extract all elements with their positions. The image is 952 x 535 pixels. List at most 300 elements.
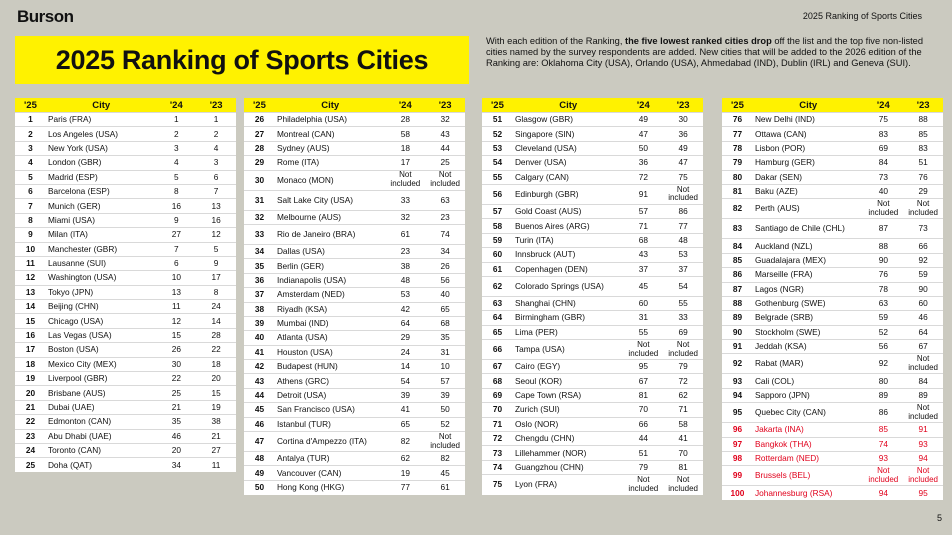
intro-part1: With each edition of the Ranking, xyxy=(486,36,626,46)
rank-cell: 17 xyxy=(15,343,46,357)
table-row xyxy=(244,360,465,374)
city-cell: Brisbane (AUS) xyxy=(46,386,157,400)
rank-cell: 68 xyxy=(482,374,513,388)
rank-2023-cell: 82 xyxy=(425,452,465,466)
city-cell: Riyadh (KSA) xyxy=(275,302,386,316)
rank-2023-cell: 88 xyxy=(903,113,943,127)
rank-2024-cell: 69 xyxy=(863,141,903,155)
city-cell: Chengdu (CHN) xyxy=(513,432,624,446)
rank-2023-cell: Not included xyxy=(425,432,465,452)
rank-2023-cell: 16 xyxy=(196,213,236,227)
rank-cell: 29 xyxy=(244,156,275,170)
rank-2023-cell: 45 xyxy=(425,466,465,480)
rank-2023-cell: 47 xyxy=(663,156,703,170)
rank-2023-cell: 41 xyxy=(663,432,703,446)
rank-2023-cell: 22 xyxy=(196,343,236,357)
city-cell: Jakarta (INA) xyxy=(753,423,864,437)
city-cell: Cleveland (USA) xyxy=(513,141,624,155)
rank-cell: 39 xyxy=(244,316,275,330)
rank-2024-cell: 76 xyxy=(863,268,903,282)
rank-2024-cell: 83 xyxy=(863,127,903,141)
y23-header: '23 xyxy=(425,98,465,113)
city-cell: Salt Lake City (USA) xyxy=(275,190,386,210)
y23-header: '23 xyxy=(663,98,703,113)
rank-2024-cell: 67 xyxy=(623,374,663,388)
city-cell: Beijing (CHN) xyxy=(46,300,157,314)
city-header: City xyxy=(46,98,157,113)
table-row xyxy=(15,300,236,314)
rank-header: '25 xyxy=(244,98,275,113)
rank-cell: 86 xyxy=(722,268,753,282)
city-cell: Montreal (CAN) xyxy=(275,127,386,141)
city-cell: Stockholm (SWE) xyxy=(753,325,864,339)
rank-2024-cell: 53 xyxy=(385,288,425,302)
rank-2024-cell: 14 xyxy=(385,360,425,374)
city-cell: Belgrade (SRB) xyxy=(753,311,864,325)
rank-2023-cell: 77 xyxy=(663,219,703,233)
rank-cell: 52 xyxy=(482,127,513,141)
city-cell: Mumbai (IND) xyxy=(275,316,386,330)
rank-2024-cell: 33 xyxy=(385,190,425,210)
rank-2023-cell: 26 xyxy=(425,259,465,273)
rank-2023-cell: 73 xyxy=(903,219,943,239)
rank-2024-cell: 24 xyxy=(385,345,425,359)
city-cell: Toronto (CAN) xyxy=(46,443,157,457)
rank-cell: 71 xyxy=(482,417,513,431)
y24-header: '24 xyxy=(623,98,663,113)
ranking-table xyxy=(15,98,236,472)
rank-2024-cell: 19 xyxy=(385,466,425,480)
city-cell: Doha (QAT) xyxy=(46,458,157,472)
table-header-row xyxy=(15,98,236,113)
table-header-row xyxy=(244,98,465,113)
table-row xyxy=(722,268,943,282)
rank-2024-cell: 64 xyxy=(385,316,425,330)
rank-2024-cell: 10 xyxy=(156,271,196,285)
table-row xyxy=(244,452,465,466)
rank-2024-cell: 36 xyxy=(623,156,663,170)
rank-2023-cell: 2 xyxy=(196,127,236,141)
rank-cell: 49 xyxy=(244,466,275,480)
rank-cell: 73 xyxy=(482,446,513,460)
city-cell: Dakar (SEN) xyxy=(753,170,864,184)
table-row xyxy=(15,256,236,270)
ranking-table-4 xyxy=(722,98,943,500)
rank-cell: 20 xyxy=(15,386,46,400)
rank-2024-cell: 73 xyxy=(863,170,903,184)
rank-2023-cell: 32 xyxy=(425,113,465,127)
document-title: 2025 Ranking of Sports Cities xyxy=(802,11,922,21)
rank-2024-cell: 1 xyxy=(156,113,196,127)
city-cell: Paris (FRA) xyxy=(46,113,157,127)
table-row xyxy=(15,213,236,227)
rank-cell: 85 xyxy=(722,253,753,267)
city-cell: Sapporo (JPN) xyxy=(753,388,864,402)
rank-2024-cell: 75 xyxy=(863,113,903,127)
rank-cell: 43 xyxy=(244,374,275,388)
table-row xyxy=(15,127,236,141)
table-row xyxy=(722,340,943,354)
table-row xyxy=(722,141,943,155)
city-cell: Jeddah (KSA) xyxy=(753,340,864,354)
rank-2024-cell: 84 xyxy=(863,156,903,170)
table-row xyxy=(482,219,703,233)
city-cell: Lyon (FRA) xyxy=(513,475,624,495)
city-cell: Hamburg (GER) xyxy=(753,156,864,170)
city-cell: Glasgow (GBR) xyxy=(513,113,624,127)
rank-cell: 64 xyxy=(482,311,513,325)
rank-cell: 63 xyxy=(482,296,513,310)
rank-2024-cell: 77 xyxy=(385,480,425,494)
rank-cell: 8 xyxy=(15,213,46,227)
city-cell: Vancouver (CAN) xyxy=(275,466,386,480)
rank-2023-cell: 12 xyxy=(196,228,236,242)
table-row xyxy=(15,372,236,386)
city-cell: Santiago de Chile (CHL) xyxy=(753,219,864,239)
rank-cell: 69 xyxy=(482,388,513,402)
rank-2024-cell: 90 xyxy=(863,253,903,267)
table-row xyxy=(244,417,465,431)
rank-2023-cell: 75 xyxy=(663,170,703,184)
rank-2023-cell: 14 xyxy=(196,314,236,328)
table-row xyxy=(244,388,465,402)
city-cell: Dallas (USA) xyxy=(275,244,386,258)
rank-2023-cell: 92 xyxy=(903,253,943,267)
table-row xyxy=(15,199,236,213)
ranking-table-2 xyxy=(244,98,465,495)
rank-cell: 35 xyxy=(244,259,275,273)
city-cell: Milan (ITA) xyxy=(46,228,157,242)
rank-cell: 84 xyxy=(722,239,753,253)
table-row xyxy=(482,296,703,310)
rank-2023-cell: 64 xyxy=(903,325,943,339)
rank-cell: 74 xyxy=(482,460,513,474)
rank-cell: 38 xyxy=(244,302,275,316)
rank-2023-cell: 27 xyxy=(196,443,236,457)
rank-2024-cell: 81 xyxy=(623,388,663,402)
city-cell: Boston (USA) xyxy=(46,343,157,357)
city-cell: Lillehammer (NOR) xyxy=(513,446,624,460)
rank-2024-cell: 29 xyxy=(385,331,425,345)
table-row xyxy=(722,219,943,239)
rank-2023-cell: 25 xyxy=(425,156,465,170)
city-cell: Barcelona (ESP) xyxy=(46,184,157,198)
rank-2024-cell: 66 xyxy=(623,417,663,431)
rank-2023-cell: 59 xyxy=(903,268,943,282)
rank-2024-cell: 85 xyxy=(863,423,903,437)
table-row xyxy=(482,276,703,296)
table-row xyxy=(244,113,465,127)
rank-2023-cell: 1 xyxy=(196,113,236,127)
rank-2023-cell: 69 xyxy=(663,325,703,339)
rank-2024-cell: 70 xyxy=(623,403,663,417)
rank-cell: 99 xyxy=(722,466,753,486)
city-cell: Rabat (MAR) xyxy=(753,354,864,374)
rank-2023-cell: 55 xyxy=(663,296,703,310)
city-cell: Shanghai (CHN) xyxy=(513,296,624,310)
table-row xyxy=(244,273,465,287)
rank-2024-cell: 93 xyxy=(863,452,903,466)
rank-cell: 18 xyxy=(15,357,46,371)
table-row xyxy=(722,374,943,388)
table-row xyxy=(482,403,703,417)
intro-text xyxy=(486,36,934,70)
rank-cell: 3 xyxy=(15,141,46,155)
city-cell: Amsterdam (NED) xyxy=(275,288,386,302)
city-cell: Melbourne (AUS) xyxy=(275,210,386,224)
rank-2023-cell: 33 xyxy=(663,311,703,325)
rank-2023-cell: 39 xyxy=(425,388,465,402)
rank-2024-cell: 22 xyxy=(156,372,196,386)
city-cell: Cairo (EGY) xyxy=(513,360,624,374)
city-cell: Gothenburg (SWE) xyxy=(753,296,864,310)
ranking-table-3 xyxy=(482,98,703,495)
rank-2023-cell: 4 xyxy=(196,141,236,155)
rank-cell: 45 xyxy=(244,403,275,417)
rank-2024-cell: 18 xyxy=(385,141,425,155)
table-header-row xyxy=(722,98,943,113)
rank-2023-cell: Not included xyxy=(663,340,703,360)
rank-2024-cell: 2 xyxy=(156,127,196,141)
rank-cell: 97 xyxy=(722,437,753,451)
rank-2023-cell: Not included xyxy=(903,354,943,374)
rank-2024-cell: 78 xyxy=(863,282,903,296)
city-cell: Guangzhou (CHN) xyxy=(513,460,624,474)
rank-2023-cell: 83 xyxy=(903,141,943,155)
city-cell: New Delhi (IND) xyxy=(753,113,864,127)
rank-2023-cell: 29 xyxy=(903,184,943,198)
rank-2024-cell: 72 xyxy=(623,170,663,184)
rank-2024-cell: 38 xyxy=(385,259,425,273)
rank-2023-cell: 18 xyxy=(196,357,236,371)
rank-2023-cell: 81 xyxy=(663,460,703,474)
rank-cell: 7 xyxy=(15,199,46,213)
rank-2024-cell: 91 xyxy=(623,184,663,204)
table-row xyxy=(722,239,943,253)
city-cell: Auckland (NZL) xyxy=(753,239,864,253)
rank-header: '25 xyxy=(482,98,513,113)
table-row xyxy=(482,141,703,155)
rank-2024-cell: 3 xyxy=(156,141,196,155)
rank-2023-cell: 61 xyxy=(425,480,465,494)
rank-2023-cell: 30 xyxy=(663,113,703,127)
table-row xyxy=(722,325,943,339)
y23-header: '23 xyxy=(196,98,236,113)
rank-cell: 98 xyxy=(722,452,753,466)
city-cell: Liverpool (GBR) xyxy=(46,372,157,386)
rank-cell: 82 xyxy=(722,199,753,219)
table-row xyxy=(244,170,465,190)
rank-2024-cell: 80 xyxy=(863,374,903,388)
city-cell: Quebec City (CAN) xyxy=(753,403,864,423)
rank-2023-cell: 35 xyxy=(425,331,465,345)
rank-2024-cell: 79 xyxy=(623,460,663,474)
table-row xyxy=(244,141,465,155)
rank-2023-cell: 20 xyxy=(196,372,236,386)
rank-2023-cell: 24 xyxy=(196,300,236,314)
rank-2024-cell: 54 xyxy=(385,374,425,388)
rank-cell: 13 xyxy=(15,285,46,299)
city-cell: Los Angeles (USA) xyxy=(46,127,157,141)
rank-2024-cell: Not included xyxy=(623,475,663,495)
city-cell: Miami (USA) xyxy=(46,213,157,227)
rank-2024-cell: 58 xyxy=(385,127,425,141)
rank-2023-cell: 6 xyxy=(196,170,236,184)
city-cell: Johannesburg (RSA) xyxy=(753,486,864,500)
table-row xyxy=(244,210,465,224)
rank-2024-cell: 88 xyxy=(863,239,903,253)
rank-2024-cell: 82 xyxy=(385,432,425,452)
rank-cell: 19 xyxy=(15,372,46,386)
rank-cell: 12 xyxy=(15,271,46,285)
table-row xyxy=(722,423,943,437)
city-cell: Lisbon (POR) xyxy=(753,141,864,155)
rank-2023-cell: 84 xyxy=(903,374,943,388)
city-cell: Seoul (KOR) xyxy=(513,374,624,388)
rank-cell: 91 xyxy=(722,340,753,354)
rank-2023-cell: 58 xyxy=(663,417,703,431)
rank-2023-cell: 65 xyxy=(425,302,465,316)
rank-2023-cell: Not included xyxy=(663,475,703,495)
rank-cell: 21 xyxy=(15,400,46,414)
table-row xyxy=(15,228,236,242)
table-row xyxy=(15,343,236,357)
rank-2023-cell: 74 xyxy=(425,224,465,244)
rank-2024-cell: 7 xyxy=(156,242,196,256)
rank-2023-cell: 63 xyxy=(425,190,465,210)
rank-2024-cell: 95 xyxy=(623,360,663,374)
rank-2024-cell: 51 xyxy=(623,446,663,460)
table-row xyxy=(482,184,703,204)
table-row xyxy=(244,259,465,273)
rank-2024-cell: Not included xyxy=(863,199,903,219)
rank-2024-cell: 46 xyxy=(156,429,196,443)
table-row xyxy=(15,170,236,184)
table-row xyxy=(722,199,943,219)
city-cell: San Francisco (USA) xyxy=(275,403,386,417)
city-cell: Rotterdam (NED) xyxy=(753,452,864,466)
rank-cell: 87 xyxy=(722,282,753,296)
rank-2023-cell: Not included xyxy=(663,184,703,204)
rank-2023-cell: 79 xyxy=(663,360,703,374)
rank-2023-cell: 51 xyxy=(903,156,943,170)
table-row xyxy=(722,113,943,127)
table-row xyxy=(722,354,943,374)
table-row xyxy=(15,429,236,443)
rank-cell: 51 xyxy=(482,113,513,127)
table-row xyxy=(15,113,236,127)
rank-2023-cell: 70 xyxy=(663,446,703,460)
rank-cell: 15 xyxy=(15,314,46,328)
rank-cell: 33 xyxy=(244,224,275,244)
rank-2024-cell: 74 xyxy=(863,437,903,451)
rank-cell: 57 xyxy=(482,204,513,218)
rank-cell: 93 xyxy=(722,374,753,388)
city-cell: Ottawa (CAN) xyxy=(753,127,864,141)
city-cell: Munich (GER) xyxy=(46,199,157,213)
table-row xyxy=(244,374,465,388)
table-row xyxy=(482,417,703,431)
table-row xyxy=(722,452,943,466)
city-cell: Atlanta (USA) xyxy=(275,331,386,345)
rank-2024-cell: 26 xyxy=(156,343,196,357)
rank-cell: 50 xyxy=(244,480,275,494)
rank-2023-cell: 37 xyxy=(663,262,703,276)
rank-2024-cell: 8 xyxy=(156,184,196,198)
rank-2023-cell: Not included xyxy=(425,170,465,190)
city-cell: Perth (AUS) xyxy=(753,199,864,219)
ranking-table xyxy=(722,98,943,500)
table-row xyxy=(482,374,703,388)
rank-2024-cell: 50 xyxy=(623,141,663,155)
rank-2024-cell: 35 xyxy=(156,415,196,429)
rank-2024-cell: 28 xyxy=(385,113,425,127)
rank-2023-cell: 91 xyxy=(903,423,943,437)
rank-2024-cell: 37 xyxy=(623,262,663,276)
table-row xyxy=(482,446,703,460)
table-row xyxy=(482,233,703,247)
rank-2023-cell: 8 xyxy=(196,285,236,299)
rank-cell: 32 xyxy=(244,210,275,224)
rank-2023-cell: 7 xyxy=(196,184,236,198)
rank-2023-cell: 15 xyxy=(196,386,236,400)
city-cell: Bangkok (THA) xyxy=(753,437,864,451)
city-cell: Cortina d'Ampezzo (ITA) xyxy=(275,432,386,452)
table-row xyxy=(482,248,703,262)
ranking-table xyxy=(482,98,703,495)
rank-cell: 44 xyxy=(244,388,275,402)
rank-2024-cell: Not included xyxy=(863,466,903,486)
page-number: 5 xyxy=(936,513,942,523)
rank-2024-cell: Not included xyxy=(623,340,663,360)
city-cell: Houston (USA) xyxy=(275,345,386,359)
rank-2024-cell: 32 xyxy=(385,210,425,224)
table-header-row xyxy=(482,98,703,113)
rank-2023-cell: 67 xyxy=(903,340,943,354)
rank-cell: 60 xyxy=(482,248,513,262)
rank-2024-cell: 34 xyxy=(156,458,196,472)
rank-cell: 88 xyxy=(722,296,753,310)
table-row xyxy=(722,184,943,198)
rank-cell: 14 xyxy=(15,300,46,314)
rank-cell: 24 xyxy=(15,443,46,457)
rank-2023-cell: Not included xyxy=(903,403,943,423)
ranking-table-1 xyxy=(15,98,236,472)
rank-2024-cell: 42 xyxy=(385,302,425,316)
rank-2023-cell: 23 xyxy=(425,210,465,224)
burson-logo: Burson xyxy=(17,7,74,26)
table-row xyxy=(244,302,465,316)
city-cell: Rio de Janeiro (BRA) xyxy=(275,224,386,244)
table-row xyxy=(482,432,703,446)
intro-bold: the five lowest ranked cities drop xyxy=(625,36,772,46)
rank-2024-cell: 25 xyxy=(156,386,196,400)
table-row xyxy=(482,170,703,184)
rank-2024-cell: 30 xyxy=(156,357,196,371)
table-row xyxy=(482,475,703,495)
rank-cell: 36 xyxy=(244,273,275,287)
rank-2024-cell: 41 xyxy=(385,403,425,417)
rank-2024-cell: 60 xyxy=(623,296,663,310)
rank-cell: 27 xyxy=(244,127,275,141)
rank-cell: 92 xyxy=(722,354,753,374)
city-cell: Las Vegas (USA) xyxy=(46,328,157,342)
table-row xyxy=(722,437,943,451)
rank-2024-cell: 5 xyxy=(156,170,196,184)
rank-2024-cell: 59 xyxy=(863,311,903,325)
rank-cell: 67 xyxy=(482,360,513,374)
table-row xyxy=(722,311,943,325)
